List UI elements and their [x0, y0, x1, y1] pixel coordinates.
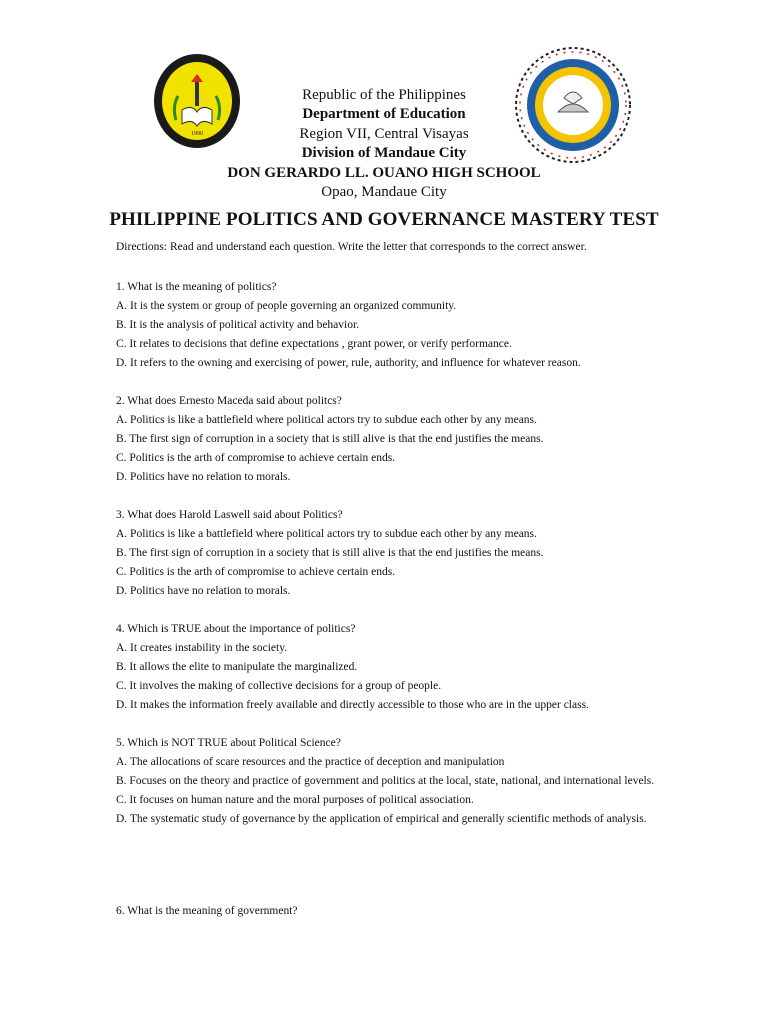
- header-school: DON GERARDO LL. OUANO HIGH SCHOOL: [227, 164, 541, 181]
- test-title: PHILIPPINE POLITICS AND GOVERNANCE MASTERY TEST: [109, 209, 659, 230]
- header-department: Department of Education: [302, 106, 466, 123]
- option-c: C. It involves the making of collective decisions for a group of people.: [116, 680, 442, 692]
- option-c: C. Politics is the arth of compromise to achieve certain ends.: [116, 566, 396, 578]
- option-d: D. It makes the information freely available and directly accessible to those who are in the upper class.: [116, 699, 589, 711]
- option-b: B. It is the analysis of political activity and behavior.: [116, 319, 360, 331]
- option-d: D. Politics have no relation to morals.: [116, 471, 291, 483]
- question-stem: 1. What is the meaning of politics?: [116, 281, 277, 293]
- question-1: [116, 278, 661, 373]
- option-c: C. It relates to decisions that define expectations , grant power, or verify performance.: [116, 338, 512, 350]
- header-division: Division of Mandaue City: [301, 145, 467, 162]
- option-b: B. The first sign of corruption in a society that is still alive is that the end justifies the means.: [116, 547, 544, 559]
- question-4: [116, 620, 661, 715]
- directions: Directions: Read and understand each question. Write the letter that corresponds to the correct answer.: [116, 241, 587, 253]
- question-stem: 5. Which is NOT TRUE about Political Science?: [116, 737, 341, 749]
- option-b: B. Focuses on the theory and practice of government and politics at the local, state, national, and international levels.: [116, 775, 655, 787]
- option-c: C. Politics is the arth of compromise to achieve certain ends.: [116, 452, 396, 464]
- question-5: [116, 734, 661, 829]
- question-stem: 3. What does Harold Laswell said about Politics?: [116, 509, 343, 521]
- option-a: A. It creates instability in the society.: [116, 642, 288, 654]
- option-a: A. The allocations of scare resources and the practice of deception and manipulation: [116, 756, 505, 768]
- option-d: D. It refers to the owning and exercising of power, rule, authority, and influence for whatever reason.: [116, 357, 581, 369]
- option-b: B. It allows the elite to manipulate the marginalized.: [116, 661, 358, 673]
- question-3: [116, 506, 661, 601]
- question-stem: 4. Which is TRUE about the importance of politics?: [116, 623, 356, 635]
- logo-year: 1990: [191, 131, 203, 137]
- question-6-stem: 6. What is the meaning of government?: [116, 905, 298, 917]
- option-d: D. Politics have no relation to morals.: [116, 585, 291, 597]
- option-a: A. Politics is like a battlefield where political actors try to subdue each other by any means.: [116, 414, 537, 426]
- option-d: D. The systematic study of governance by the application of empirical and generally scientific methods of analysis.: [116, 813, 647, 825]
- question-stem: 2. What does Ernesto Maceda said about politcs?: [116, 395, 342, 407]
- header-region: Region VII, Central Visayas: [299, 125, 469, 142]
- header-address: Opao, Mandaue City: [321, 184, 447, 201]
- header-republic: Republic of the Philippines: [302, 87, 466, 103]
- option-a: A. It is the system or group of people governing an organized community.: [116, 300, 457, 312]
- option-a: A. Politics is like a battlefield where political actors try to subdue each other by any means.: [116, 528, 537, 540]
- option-c: C. It focuses on human nature and the moral purposes of political association.: [116, 794, 474, 806]
- option-b: B. The first sign of corruption in a society that is still alive is that the end justifies the means.: [116, 433, 544, 445]
- question-list: [116, 278, 661, 848]
- document-header: [0, 86, 768, 202]
- question-2: [116, 392, 661, 487]
